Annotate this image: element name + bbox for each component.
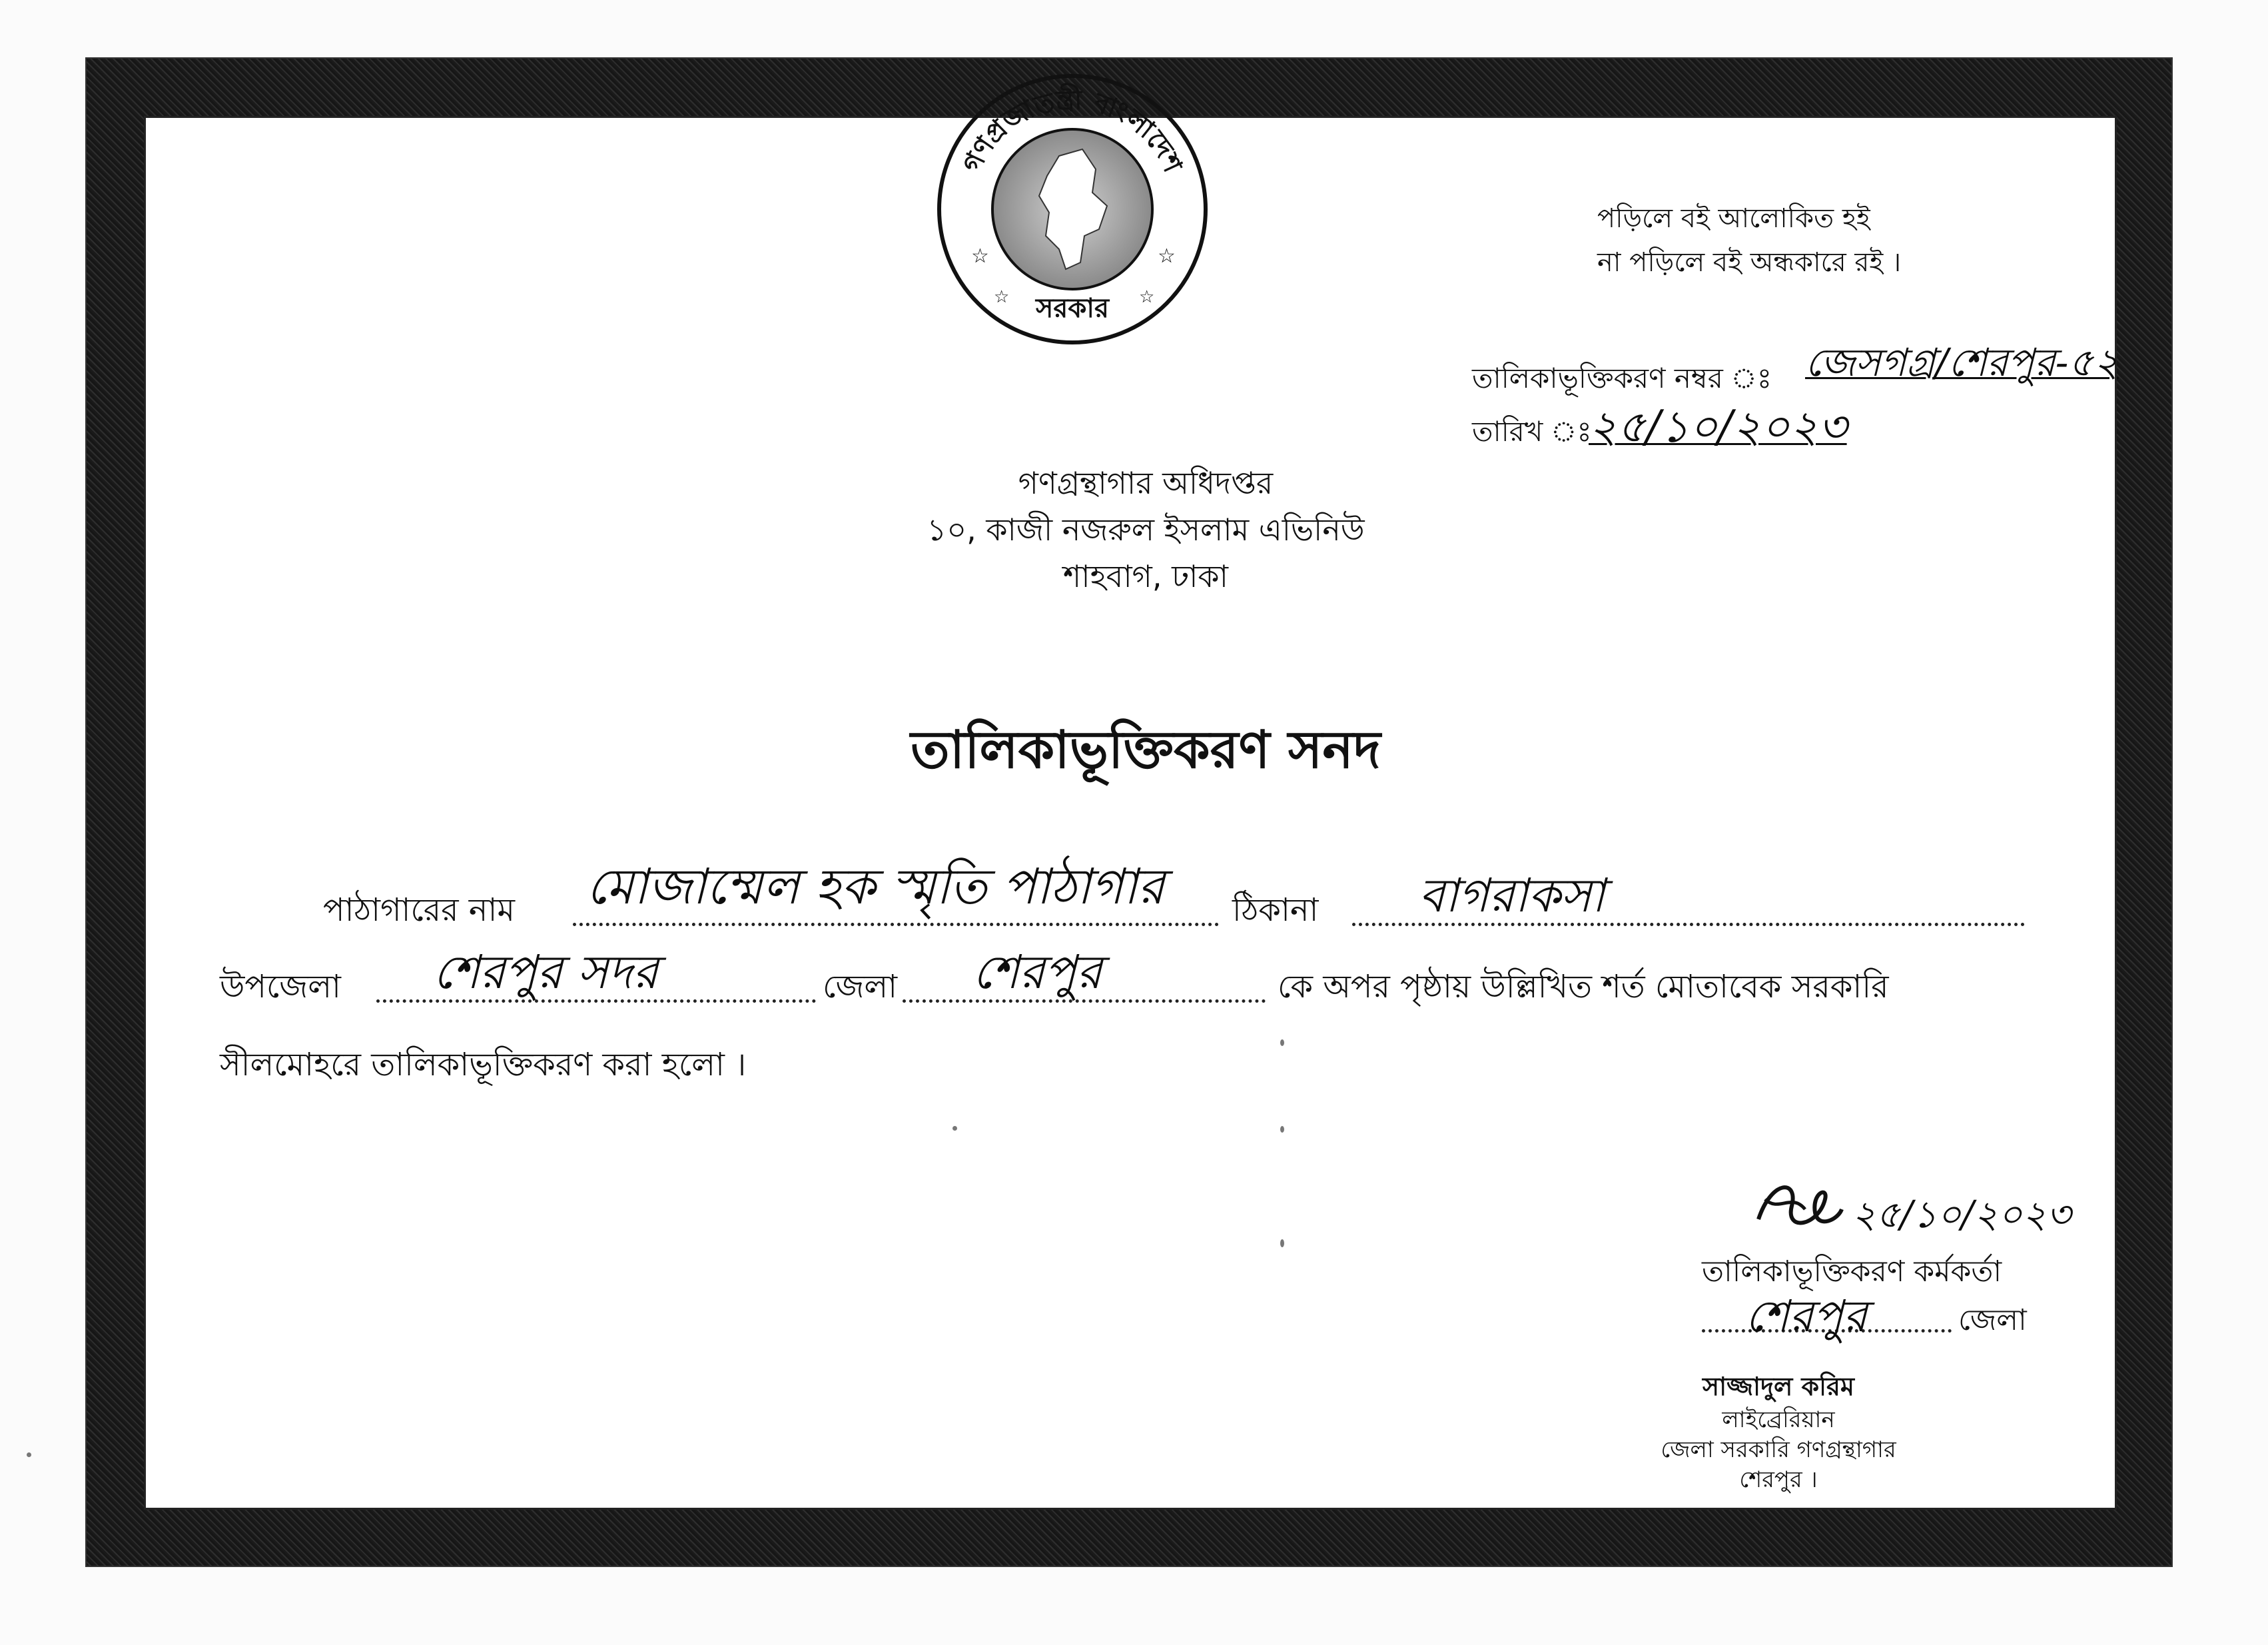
address-label: ঠিকানা xyxy=(1232,891,1319,929)
motto-line-1: পড়িলে বই আলোকিত হই xyxy=(1597,203,1870,234)
library-name-label: পাঠাগারের নাম xyxy=(323,891,516,929)
library-name-value: মোজাম্মেল হক স্মৃতি পাঠাগার xyxy=(586,858,1165,915)
address-value: বাগরাকসা xyxy=(1419,868,1605,923)
government-seal xyxy=(933,69,1212,349)
office-header xyxy=(746,460,1545,600)
scan-speck xyxy=(952,1126,957,1131)
signature-mark xyxy=(1752,1173,1845,1246)
signature-district-value: শেরপুর xyxy=(1745,1291,1868,1342)
stamp-office: জেলা সরকারি গণগ্রন্থাগার xyxy=(1661,1436,1896,1463)
motto-line-2: না পড়িলে বই অন্ধকারে রই । xyxy=(1597,247,1902,278)
upazila-value: শেরপুর সদর xyxy=(433,945,659,999)
sentence-line-2: সীলমোহরে তালিকাভূক্তিকরণ করা হলো । xyxy=(220,1046,747,1083)
motto xyxy=(1597,197,1901,284)
signature-date: ২৫/১০/২০২৩ xyxy=(1852,1193,2071,1237)
registration-number-value: জেসগগ্র/শেরপুর-৫২ xyxy=(1805,340,2119,385)
scan-speck xyxy=(1280,1126,1284,1133)
certificate-title: তালিকাভূক্তিকরণ সনদ xyxy=(911,720,1381,780)
star-icon: ☆ xyxy=(971,245,989,268)
seal-ring-text: গণপ্রজাতন্ত্রী বাংলাদেশ xyxy=(956,85,1188,177)
scan-speck xyxy=(27,1452,31,1457)
star-icon: ☆ xyxy=(994,287,1010,307)
registration-number-label: তালিকাভূক্তিকরণ নম্বর ঃ xyxy=(1472,362,1772,394)
signature-district-suffix: জেলা xyxy=(1958,1303,2027,1337)
sentence-tail: কে অপর পৃষ্ঠায় উল্লিখিত শর্ত মোতাবেক সরকারি xyxy=(1278,968,1889,1005)
district-label: জেলা xyxy=(823,968,898,1005)
stamp-designation: লাইব্রেরিয়ান xyxy=(1722,1406,1835,1433)
seal-bottom-text: সরকার xyxy=(1035,293,1110,324)
registration-date-value: ২৫/১০/২০২৩ xyxy=(1589,401,1847,452)
star-icon: ☆ xyxy=(1158,245,1176,268)
scan-speck xyxy=(1280,1239,1284,1247)
office-name: গণগ্রন্থাগার অধিদপ্তর xyxy=(1018,465,1274,501)
scan-speck xyxy=(1280,1039,1284,1046)
upazila-label: উপজেলা xyxy=(220,968,341,1005)
district-value: শেরপুর xyxy=(972,945,1102,999)
star-icon: ☆ xyxy=(1139,287,1155,307)
stamp-place: শেরপুর । xyxy=(1739,1466,1818,1493)
officer-title: তালিকাভূক্তিকরণ কর্মকর্তা xyxy=(1702,1255,2002,1289)
office-address-1: ১০, কাজী নজরুল ইসলাম এভিনিউ xyxy=(927,512,1365,548)
stamp-name: সাজ্জাদুল করিম xyxy=(1702,1372,1854,1401)
office-address-2: শাহবাগ, ঢাকা xyxy=(1063,558,1228,594)
registration-date-label: তারিখ ঃ xyxy=(1472,415,1592,448)
